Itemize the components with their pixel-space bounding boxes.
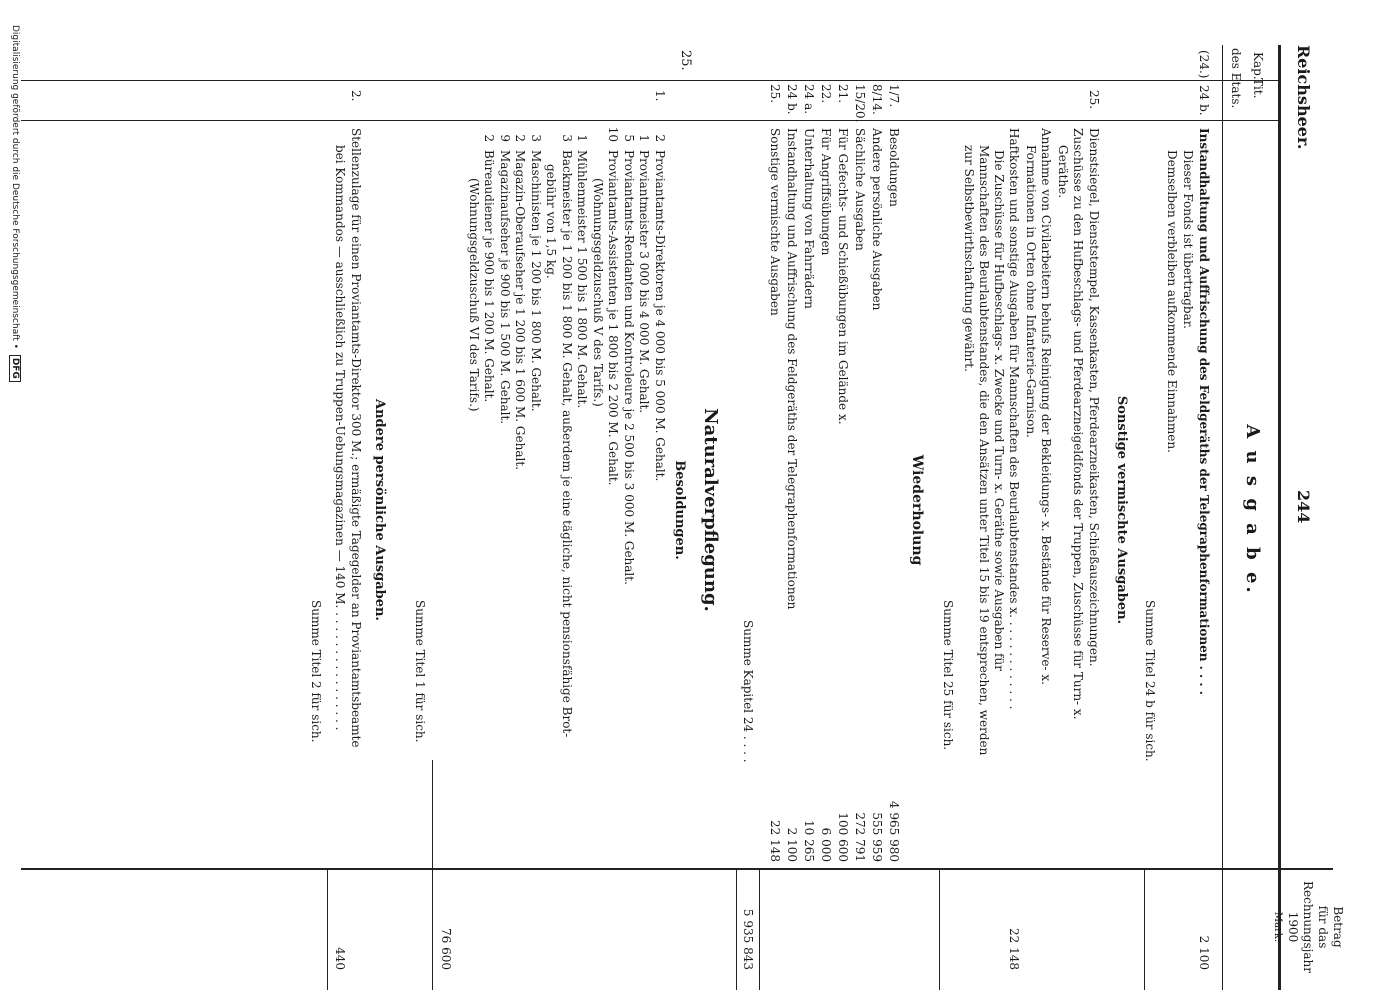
besoldung-line: Maschinisten je 1 200 bis 1 800 M. Gehalt. [529, 150, 543, 412]
tit-24b-text1: Instandhaltung und Auffrischung des Feldgeräths der Telegraphenformationen . . . . [1197, 128, 1211, 695]
kapitel-24-sum: 5 935 843 [741, 908, 755, 970]
besoldung-count: 2 [653, 134, 667, 142]
recap-tit: 24 a. [802, 84, 816, 115]
rule-head [1222, 45, 1223, 990]
besoldung-count: 3 [560, 134, 574, 142]
col-des-etats: des Etats. [1229, 48, 1243, 109]
tit-1-amount: 76 600 [439, 928, 453, 970]
besoldung-count: 2 [482, 134, 496, 142]
tit-1-heading: Besoldungen. [672, 460, 687, 560]
recap-tit: 22. [819, 84, 833, 104]
recap-amount: 6 000 [819, 827, 833, 862]
rule-t2-sum [327, 870, 328, 990]
tit-24b-label: 24 b. [1197, 85, 1211, 116]
tit-1-sum: Summe Titel 1 für sich. [413, 600, 427, 743]
tit-25-item2a: Zuschüsse zu den Hufbeschlags- und Pferdearzneigeldfonds der Truppen, Zuschüsse für Turn- x. [1071, 128, 1085, 720]
recap-label: Für Gefechts- und Schießübungen im Gelände x. [836, 128, 850, 425]
tit-2-sum: Summe Titel 2 für sich. [309, 600, 323, 743]
col-tit: Tit. [1251, 78, 1265, 99]
besoldung-line: Proviantmeister 3 000 bis 4 000 M. Gehalt. [637, 150, 651, 414]
tit-25-item4a: Haftkosten und sonstige Ausgaben für Mannschaften des Beurlaubtenstandes x. . . . . . . . . . . . . [1007, 128, 1021, 710]
rule-col1 [21, 80, 1281, 81]
besoldung-line: Backmeister je 1 200 bis 1 800 M. Gehalt, außerdem je eine tägliche, nicht pensionsfähige Brot- [560, 150, 574, 738]
recap-tit: 21. [836, 84, 850, 104]
tit-24b-text3: Demselben verbleiben aufkommende Einnahmen. [1165, 150, 1179, 453]
besoldung-line: Mühlenmeister 1 500 bis 1 800 M. Gehalt. [575, 150, 589, 409]
recap-tit: 1/7. [887, 84, 901, 108]
footer-credit-text: Digitalisierung gefördert durch die Deutsche Forschungsgemeinschaft • [10, 25, 20, 349]
dfg-credit [9, 25, 21, 382]
kapitel-24-sum-label: Summe Kapitel 24 . . . . [741, 620, 755, 763]
tit-25-item3b: Formationen in Orten ohne Infanterie-Garnison. [1024, 145, 1038, 438]
betrag-line-2: für das [1316, 905, 1330, 949]
recap-amount: 272 791 [853, 812, 867, 862]
recap-tit: 25. [768, 84, 782, 104]
tit-25-amount: 22 148 [1007, 928, 1021, 970]
recap-label: Unterhaltung von Fahrrädern [802, 128, 816, 309]
betrag-line-1: Betrag [1331, 906, 1345, 948]
recap-heading: Wiederholung [909, 454, 925, 566]
tit-2-text2: bei Kommandos — ausschließlich zu Truppen-Uebungsmagazinen — 140 M. . . . . . . . . . . . . . . . . [333, 145, 347, 731]
besoldung-count: 2 [513, 134, 527, 142]
recap-label: Sonstige vermischte Ausgaben [768, 128, 782, 316]
rule-recap-sum [759, 870, 760, 990]
tit-2-label: 2. [349, 90, 363, 102]
rule-col2 [21, 120, 1281, 121]
rule-t1-sum [432, 760, 433, 990]
running-head: Reichsheer. [1294, 45, 1313, 150]
col-kap: Kap. [1251, 52, 1265, 80]
tit-25-item1: Dienstsiegel, Dienststempel, Kassenkasten, Pferdearzneikasten, Schießauszeichnungen. [1087, 128, 1101, 667]
besoldung-line: Magazinaufseher je 900 bis 1 500 M. Gehalt. [498, 150, 512, 425]
besoldung-count: 9 [498, 134, 512, 142]
besoldung-line: (Wohnungsgeldzuschuß VI des Tarifs.) [467, 178, 481, 412]
besoldung-line: Proviantamts-Rendanten und Kontroleure je 2 500 bis 3 000 M. Gehalt. [622, 150, 636, 585]
tit-25-heading: Sonstige vermischte Ausgaben. [1114, 395, 1129, 625]
recap-tit: 8/14. [870, 84, 884, 115]
besoldung-count: 3 [529, 134, 543, 142]
tit-25-item4c: Mannschaften des Beurlaubtenstandes, die den Ansätzen unter Titel 15 bis 19 entsprechen, werden [977, 145, 991, 756]
page-title: A u s g a b e. [1242, 424, 1263, 596]
kap25-label: 25. [678, 50, 693, 71]
recap-tit: 24 b. [785, 84, 799, 115]
rule-top [1278, 45, 1281, 990]
besoldung-line: Magazin-Oberaufseher je 1 200 bis 1 600 M. Gehalt. [513, 150, 527, 470]
tit-2-heading: Andere persönliche Ausgaben. [372, 399, 387, 621]
besoldung-line: Proviantamts-Direktoren je 4 000 bis 5 000 M. Gehalt. [653, 150, 667, 482]
rule-25-sum [939, 870, 940, 990]
tit-24b-text2: Dieser Fonds ist übertragbar. [1181, 150, 1195, 329]
recap-tit: 15/20. [853, 84, 867, 123]
recap-amount: 4 965 980 [887, 800, 901, 862]
recap-label: Besoldungen [887, 128, 901, 207]
betrag-line-4: 1900 [1286, 911, 1300, 943]
recap-amount: 555 959 [870, 812, 884, 862]
recap-label: Instandhaltung und Auffrischung des Feldgeräths der Telegraphenformationen [785, 128, 799, 610]
tit-25-sum: Summe Titel 25 für sich. [941, 600, 955, 751]
recap-label: Andere persönliche Ausgaben [870, 128, 884, 311]
kap25-heading: Naturalverpflegung. [700, 408, 721, 612]
recap-amount: 10 265 [802, 820, 816, 862]
tit-25-label: 25. [1087, 90, 1101, 110]
recap-label: Für Angriffsübungen [819, 128, 833, 256]
betrag-line-3: Rechnungsjahr [1301, 881, 1315, 973]
besoldung-count: 5 [622, 134, 636, 142]
tit-25-item2b: Geräthe. [1056, 145, 1070, 199]
besoldung-line: Proviantamts-Assistenten je 1 800 bis 2 200 M. Gehalt. [606, 150, 620, 486]
besoldung-count: 10 [606, 126, 620, 142]
rule-24b-sum [1144, 870, 1145, 990]
tit-2-text1: Stellenzulage für einen Proviantamts-Direktor 300 M.; ermäßigte Tagegelder an Proviantamtsbeamte [349, 128, 363, 748]
tit-25-item3a: Annahme von Civilarbeitern behufs Reinigung der Bekleidungs- x. Bestände für Reserve- x. [1039, 128, 1053, 685]
tit-25-item4d: zur Selbstbewirthschaftung gewährt. [962, 145, 976, 372]
besoldung-count: 1 [575, 134, 589, 142]
besoldung-line: gebühr von 1,5 kg. [544, 164, 558, 279]
kap24-label: (24.) [1197, 50, 1211, 79]
recap-label: Sächliche Ausgaben [853, 128, 867, 251]
besoldung-line: Büreaudiener je 900 bis 1 200 M. Gehalt. [482, 150, 496, 403]
betrag-mark: Mark. [1272, 911, 1283, 943]
dfg-logo: DFG [9, 355, 21, 382]
rule-col3 [21, 868, 1333, 870]
tit-25-item4b: Die Zuschüsse für Hufbeschlags- x. Zwecke und Turn- x. Geräthe sowie Ausgaben für [992, 150, 1006, 671]
recap-amount: 2 100 [785, 827, 799, 862]
tit-2-amount: 440 [333, 947, 347, 970]
tit-24b-sum: Summe Titel 24 b für sich. [1143, 600, 1157, 762]
tit-24b-amount: 2 100 [1197, 935, 1211, 970]
besoldung-line: (Wohnungsgeldzuschuß V des Tarifs.) [591, 178, 605, 407]
recap-amount: 22 148 [768, 820, 782, 862]
besoldung-count: 1 [637, 134, 651, 142]
recap-amount: 100 600 [836, 812, 850, 862]
page-number: 244 [1294, 490, 1313, 524]
rule-kap24-end [736, 870, 737, 990]
col-betrag [1270, 868, 1345, 986]
tit-1-label: 1. [653, 90, 667, 102]
